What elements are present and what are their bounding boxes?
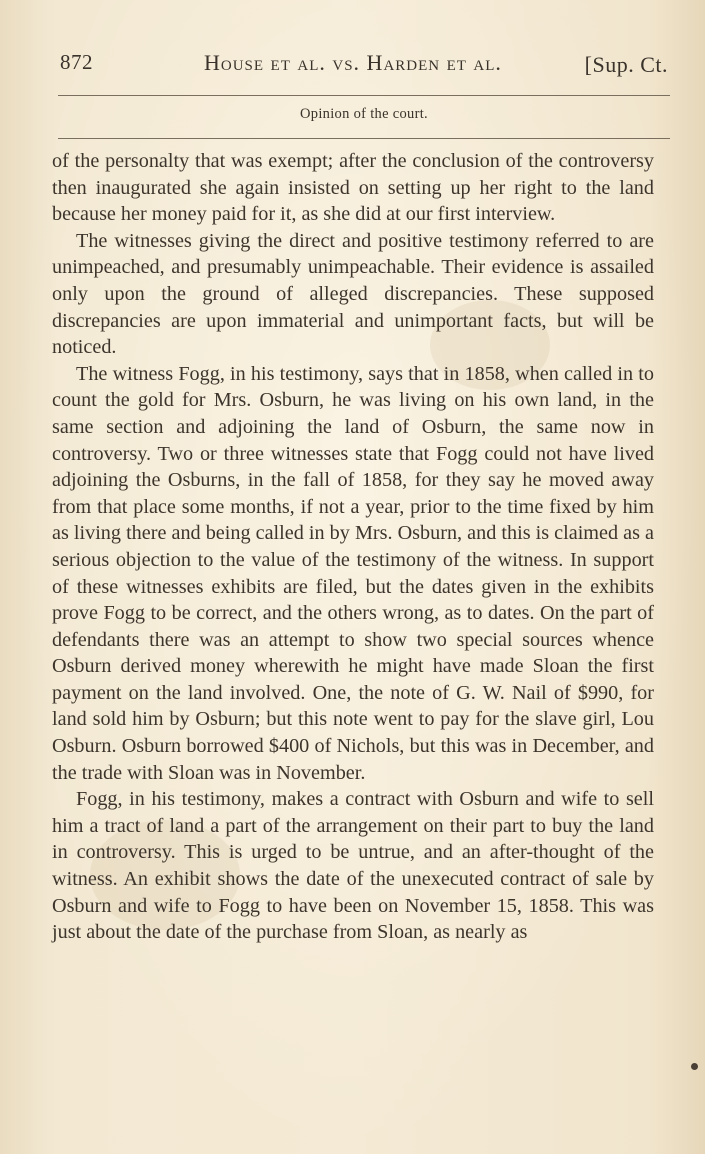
court-label: [Sup. Ct.: [584, 52, 668, 77]
header-rule: [58, 95, 670, 96]
running-title: House et al. vs. Harden et al.: [204, 50, 502, 75]
opinion-text: [52, 148, 654, 946]
paragraph: Fogg, in his testimony, makes a contract with Osburn and wife to sell him a tract of land a part of the arrangement on their part to buy the land in controversy. This is urged to be untrue, and an after-thought of the witness. An exhibit shows the date of the unexecuted contract of sale by Osburn and wife to Fogg to have been on November 15, 1858. This was just about the date of the purchase from Sloan, as nearly as: [52, 788, 654, 944]
paragraph: The witnesses giving the direct and positive testimony referred to are unimpeached, and presumably unimpeachable. Their evidence is assailed only upon the ground of alleged discrepancies. These supposed discrepancies are upon immaterial and unimportant facts, but will be noticed.: [52, 229, 654, 359]
page-header: [58, 48, 670, 84]
paragraph: of the personalty that was exempt; after the conclusion of the controversy then inaugurated she again insisted on setting up her right to the land because her money paid for it, as she did at our first interview.: [52, 150, 654, 226]
margin-ink-dot: [691, 1063, 698, 1070]
page-number: 872: [60, 50, 93, 74]
section-subheading: Opinion of the court.: [300, 106, 428, 122]
paragraph: The witness Fogg, in his testimony, says that in 1858, when called in to count the gold for Mrs. Osburn, he was living on his own land, in the same section and adjoining the land of Osburn, the same now in controversy. Two or three witnesses state that Fogg could not have lived adjoining the Osburns, in the fall of 1858, for they say he moved away from that place some months, if not a year, prior to the time fixed by him as living there and being called in by Mrs. Osburn, and this is claimed as a serious objection to the value of the testimony of the witness. In support of these witnesses exhibits are filed, but the dates given in the exhibits prove Fogg to be correct, and the others wrong, as to dates. On the part of defendants there was an attempt to show two special sources whence Osburn derived money wherewith he might have made Sloan the first payment on the land involved. One, the note of G. W. Nail of $990, for land sold him by Osburn; but this note went to pay for the slave girl, Lou Osburn. Osburn borrowed $400 of Nichols, but this was in December, and the trade with Sloan was in November.: [52, 362, 654, 784]
subheading-rule: [58, 138, 670, 139]
